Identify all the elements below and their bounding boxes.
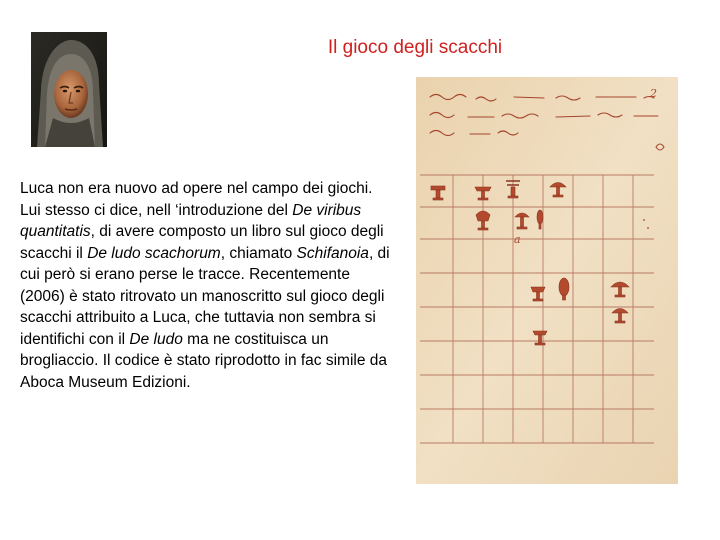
slide-title: Il gioco degli scacchi [327, 37, 503, 58]
svg-text:2: 2 [650, 87, 657, 100]
portrait-image [31, 32, 107, 147]
manuscript-image [416, 77, 678, 484]
body-paragraph: Luca non era nuovo ad opere nel campo dei giochi. Lui stesso ci dice, nell ‘introduzione del De viribus quantitatis, di avere composto un libro sul gioco degli scacchi il De ludo scachorum, chiamato Schifanoia, di cui però si erano perse le tracce. Recentemente (2006) è stato ritrovato un manoscritto sul gioco degli scacchi attribuito a Luca, che tuttavia non sembra si identifichi con il De ludo ma ne costituisca un brogliaccio. Il codice è stato riprodotto in fac simile da Aboca Museum Edizioni. [20, 180, 390, 391]
svg-text:a: a [514, 233, 521, 246]
